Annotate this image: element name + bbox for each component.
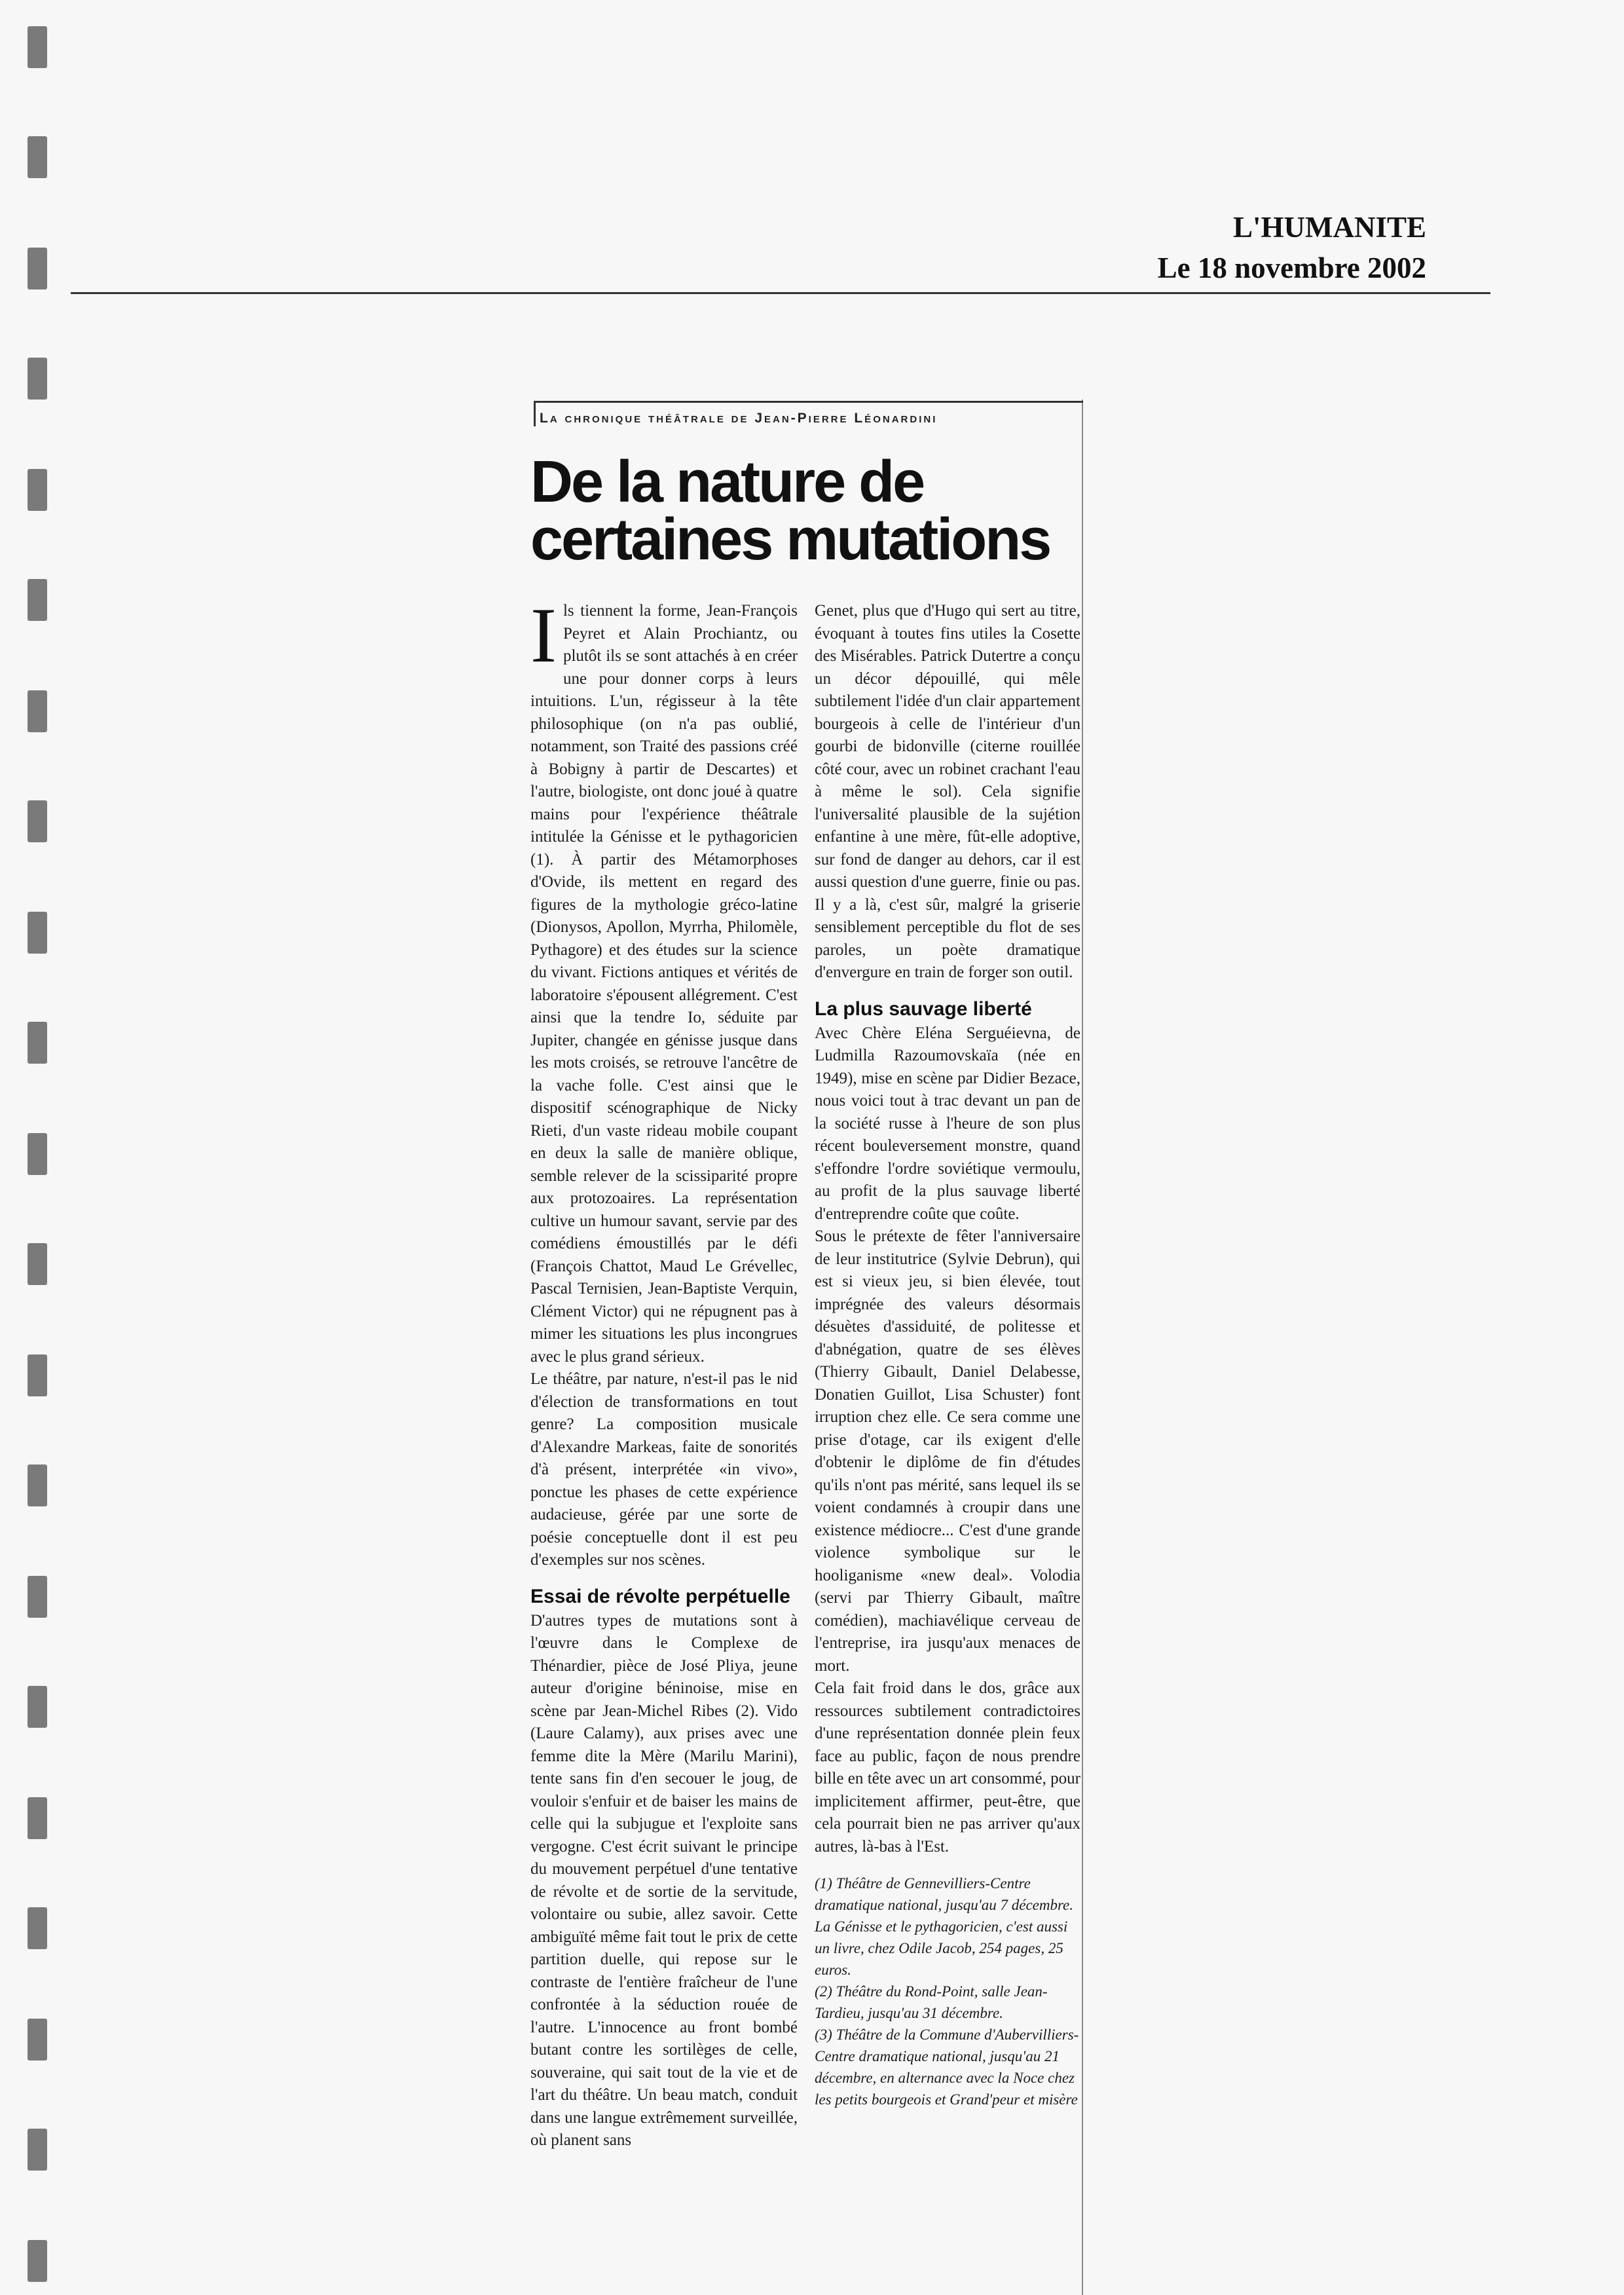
- article-paragraph: [530, 591, 798, 1368]
- binder-hole: [28, 1907, 47, 1949]
- drop-cap: I: [530, 591, 557, 679]
- binder-hole: [28, 469, 47, 511]
- footnote: (3) Théâtre de la Commune d'Aubervilliers-Centre dramatique national, jusqu'au 21 décembre, en alternance avec la Noce chez les petits bourgeois et Grand'peur et misère: [815, 2026, 1079, 2108]
- binder-hole: [28, 1022, 47, 1064]
- article-kicker: La chronique théâtrale de Jean-Pierre Léonardini: [534, 401, 1083, 426]
- binder-hole: [28, 248, 47, 289]
- binder-hole: [28, 136, 47, 178]
- article-headline: [530, 449, 1080, 572]
- article-paragraph: Cela fait froid dans le dos, grâce aux ressources subtilement contradictoires d'une représentation donnée plein feux face au public, façon de nous prendre bille en tête avec un art consommé, pour implicitement affirmer, peut-être, que cela pourrait bien ne pas arriver qu'aux autres, là-bas à l'Est.: [815, 1679, 1080, 1856]
- headline-line-1: De la nature de: [530, 449, 924, 515]
- binder-hole: [28, 1354, 47, 1396]
- binder-hole: [28, 1797, 47, 1839]
- binder-holes: [28, 0, 54, 2295]
- article-paragraph: Sous le prétexte de fêter l'anniversaire de leur institutrice (Sylvie Debrun), qui est si vieux jeu, si bien élevée, tout imprégnée des valeurs désormais désuètes d'assiduité, de politesse et d'abnégation, quatre de ses élèves (Thierry Gibault, Daniel Delabesse, Donatien Guillot, Lisa Schuster) font irruption chez elle. Ce sera comme une prise d'otage, car ils exigent d'elle d'obtenir le diplôme de fin d'études qu'ils n'ont pas mérité, sans lequel ils se voient condamnés à croupir dans une existence médiocre... C'est d'une grande violence symbolique sur le hooliganisme «new deal». Volodia (servi par Thierry Gibault, maître comédien), machiavélique cerveau de l'entreprise, ira jusqu'aux menaces de mort.: [815, 1227, 1080, 1675]
- binder-hole: [28, 912, 47, 954]
- page-header: [1158, 207, 1426, 288]
- paragraph-text: ls tiennent la forme, Jean-François Peyret et Alain Prochiantz, ou plutôt ils se sont attachés à en créer une pour donner corps à leurs intuitions. L'un, régisseur à la tête philosophique (on n'a pas oublié, notamment, son Traité des passions créé à Bobigny à partir de Descartes) et l'autre, biologiste, ont donc joué à quatre mains pour l'expérience théâtrale intitulée la Génisse et le pythagoricien (1). À partir des Métamorphoses d'Ovide, ils mettent en regard des figures de la mythologie gréco-latine (Dionysos, Apollon, Myrrha, Philomèle, Pythagore) et des études sur la science du vivant. Fictions antiques et vérités de laboratoire s'épousent allégrement. C'est ainsi que la tendre Io, séduite par Jupiter, changée en génisse jusque dans les mots croisés, se retrouve l'ancêtre de la vache folle. C'est ainsi que le dispositif scénographique de Nicky Rieti, d'un vaste rideau mobile coupant en deux la salle de manière oblique, semble relever de la scissiparité propre aux protozoaires. La représentation cultive un humour savant, servie par des comédiens émoustillés par le défi (François Chattot, Maud Le Grévellec, Pascal Ternisien, Jean-Baptiste Verquin, Clément Victor) qui ne répugnent pas à mimer les situations les plus incongrues avec le plus grand sérieux.: [530, 602, 798, 1366]
- binder-hole: [28, 1465, 47, 1506]
- article-paragraph: D'autres types de mutations sont à l'œuvre dans le Complexe de Thénardier, pièce de José Pliya, jeune auteur d'origine béninoise, mise en scène par Jean-Michel Ribes (2). Vido (Laure Calamy), aux prises avec une femme dite la Mère (Marilu Marini), tente sans fin d'en secouer le joug, de vouloir s'enfuir et de baiser les mains de celle qui la subjugue et l'exploite sans vergogne. C'est écrit suivant le principe du mouvement perpétuel d'une tentative de révolte et de sortie de la servitude, volontaire ou subie, allez savoir. Cette ambiguïté même fait tout le prix de cette partition duelle, qui repose sur le contraste de l'entière fraîcheur de l'une confrontée à la séduction rouée de l'autre. L'innocence au front bombé butant contre les sortilèges de celle, souveraine, qui sait tout de la vie et de l'art du théâtre. Un beau match, conduit dans une langue extrêmement surveillée, où planent sans: [530, 1611, 798, 2149]
- binder-hole: [28, 1133, 47, 1175]
- binder-hole: [28, 1243, 47, 1285]
- binder-hole: [28, 2019, 47, 2061]
- binder-hole: [28, 2129, 47, 2171]
- section-subhead: La plus sauvage liberté: [815, 998, 1032, 1020]
- article-paragraph: Genet, plus que d'Hugo qui sert au titre, évoquant à toutes fins utiles la Cosette des Misérables. Patrick Dutertre a conçu un décor dépouillé, qui mêle subtilement l'idée d'un clair appartement bourgeois à celle de l'intérieur d'un gourbi de bidonville (citerne rouillée côté cour, avec un robinet crachant l'eau à même le sol). Cela signifie l'universalité plausible de la sujétion enfantine à une mère, fût-elle adoptive, sur fond de danger au dehors, car il est aussi question d'une guerre, finie ou pas. Il y a là, c'est sûr, malgré la griserie sensiblement perceptible du flot de ses paroles, un poète dramatique d'envergure en train de forger son outil.: [815, 602, 1080, 981]
- section-subhead: Essai de révolte perpétuelle: [530, 1585, 790, 1607]
- binder-hole: [28, 26, 47, 68]
- article-column-right: [815, 600, 1080, 2110]
- headline-line-2: certaines mutations: [530, 507, 1050, 572]
- binder-hole: [28, 579, 47, 621]
- footnote: (1) Théâtre de Gennevilliers-Centre dramatique national, jusqu'au 7 décembre. La Génisse et le pythagoricien, c'est aussi un livre, chez Odile Jacob, 254 pages, 25 euros.: [815, 1875, 1074, 1978]
- article-clipping: [530, 400, 1088, 2295]
- binder-hole: [28, 1686, 47, 1728]
- binder-hole: [28, 2240, 47, 2282]
- binder-hole: [28, 358, 47, 400]
- binder-hole: [28, 800, 47, 842]
- article-paragraph: Avec Chère Eléna Serguéievna, de Ludmilla Razoumovskaïa (née en 1949), mise en scène par Didier Bezace, nous voici tout à trac devant un pan de la société russe à l'heure de son plus récent bouleversement monstre, quand s'effondre l'ordre soviétique vermoulu, au profit de la plus sauvage liberté d'entreprendre coûte que coûte.: [815, 1024, 1080, 1223]
- footnote: (2) Théâtre du Rond-Point, salle Jean-Tardieu, jusqu'au 31 décembre.: [815, 1983, 1048, 2021]
- publication-name: L'HUMANITE: [1232, 211, 1426, 244]
- binder-hole: [28, 1576, 47, 1618]
- article-footnotes: [815, 1873, 1080, 2110]
- article-paragraph: Le théâtre, par nature, n'est-il pas le nid d'élection de transformations en tout genre? La composition musicale d'Alexandre Markeas, faite de sonorités d'à présent, interprétée «in vivo», ponctue les phases de cette expérience audacieuse, gérée par une sorte de poésie conceptuelle dont il est peu d'exemples sur nos scènes.: [530, 1370, 798, 1569]
- publication-date: Le 18 novembre 2002: [1157, 252, 1426, 284]
- binder-hole: [28, 690, 47, 732]
- article-column-left: [530, 591, 798, 2152]
- header-rule: [71, 292, 1490, 294]
